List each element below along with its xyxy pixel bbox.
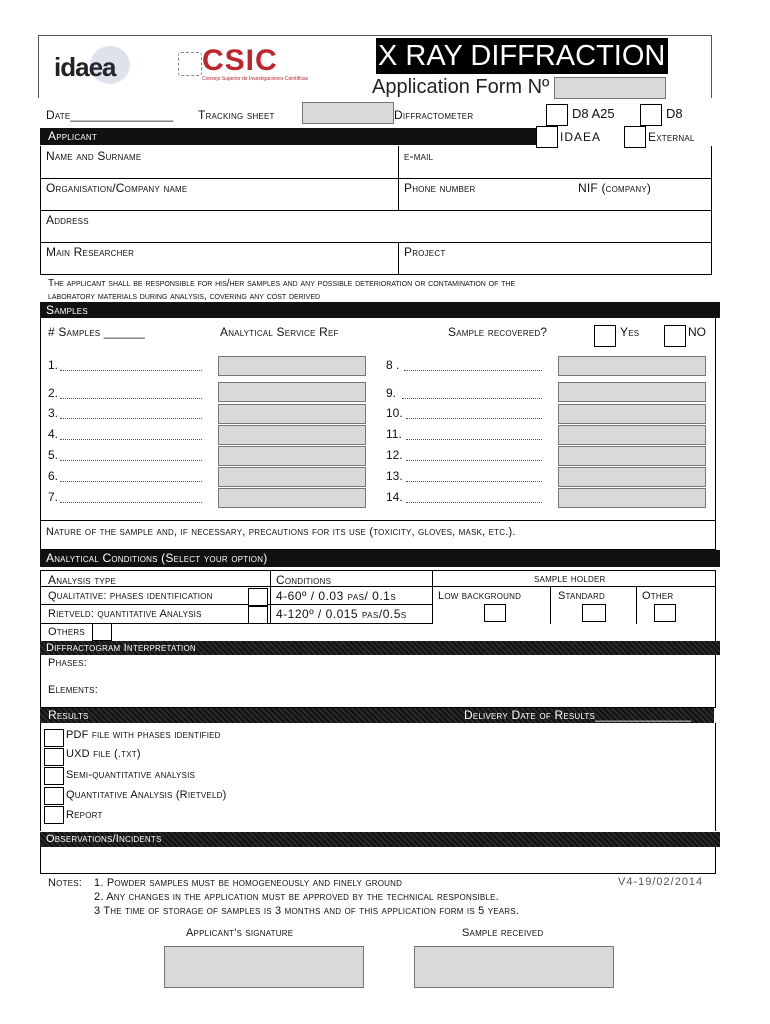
tracking-label: Tracking sheet xyxy=(198,108,275,122)
sample-number: 13. xyxy=(386,469,403,483)
results-header xyxy=(40,708,714,723)
sample-number: 11. xyxy=(386,427,402,441)
rietveld-checkbox[interactable] xyxy=(248,606,268,624)
conditions-header-text: Analytical Conditions (Select your option) xyxy=(46,551,268,565)
other-holder-checkbox[interactable] xyxy=(654,604,676,622)
recovered-yes-label: Yes xyxy=(620,325,640,339)
sample-field[interactable] xyxy=(558,425,706,445)
csic-logo xyxy=(202,46,312,84)
note-3: 3 The time of storage of samples is 3 months and of this application form is 5 years. xyxy=(94,905,520,917)
phases-label: Phases: xyxy=(48,657,87,669)
note-1: 1. Powder samples must be homogeneously and finely ground xyxy=(94,877,403,889)
results-header-text: Results xyxy=(48,708,89,722)
form-title: X RAY DIFFRACTION xyxy=(376,38,668,74)
samples-header-text: Samples xyxy=(46,303,88,317)
result-label: Report xyxy=(66,809,103,821)
conditions-header xyxy=(40,550,720,567)
sample-field[interactable] xyxy=(558,467,706,487)
application-number-field[interactable] xyxy=(554,77,666,99)
sample-field[interactable] xyxy=(558,356,706,376)
observations-box[interactable] xyxy=(40,847,716,874)
sample-number: 1. xyxy=(48,358,59,372)
recovered-no-label: NO xyxy=(688,325,706,339)
name-label: Name and Surname xyxy=(46,149,142,163)
sample-received-label: Sample received xyxy=(462,927,544,939)
sample-field[interactable] xyxy=(218,382,366,402)
csic-seal-icon xyxy=(178,52,202,76)
tracking-sheet-field[interactable] xyxy=(302,102,394,124)
external-checkbox[interactable] xyxy=(624,126,646,148)
result-label: UXD file (.txt) xyxy=(66,748,141,760)
sample-number: 6. xyxy=(48,469,59,483)
others-checkbox[interactable] xyxy=(92,623,112,641)
result-label: PDF file with phases identified xyxy=(66,729,221,741)
delivery-date-label: Delivery Date of Results______________ xyxy=(464,708,692,722)
conditions-label: Conditions xyxy=(276,573,332,587)
idaea-logo-mark xyxy=(90,46,130,84)
applicant-header xyxy=(40,128,542,145)
result-label: Semi-quantitative analysis xyxy=(66,769,196,781)
samples-count-label: # Samples ______ xyxy=(48,325,146,339)
sample-recovered-label: Sample recovered? xyxy=(448,325,548,339)
conditions-table xyxy=(40,570,716,642)
rietveld-label: Rietveld: quantitative Analysis xyxy=(48,608,202,620)
standard-label: Standard xyxy=(558,590,606,602)
observations-header-text: Observations/Incidents xyxy=(46,833,162,845)
result-checkbox[interactable] xyxy=(44,806,64,824)
sample-field[interactable] xyxy=(558,488,706,508)
nature-label: Nature of the sample and, if necessary, precautions for its use (toxicity, gloves, mask, etc.). xyxy=(46,526,516,538)
diffractometer-label: Diffractometer xyxy=(394,108,474,122)
sample-number: 14. xyxy=(386,490,403,504)
qualitative-label: Qualitative: phases identification xyxy=(48,590,213,602)
d8-label: D8 xyxy=(666,106,683,121)
sample-number: 5. xyxy=(48,448,59,462)
sample-number: 4. xyxy=(48,427,59,441)
form-subtitle: Application Form Nº xyxy=(372,76,550,98)
applicant-header-text: Applicant xyxy=(48,129,97,143)
sample-field[interactable] xyxy=(218,488,366,508)
sample-number: 9. xyxy=(386,386,397,400)
nif-label: NIF (company) xyxy=(578,181,652,195)
d8a25-checkbox[interactable] xyxy=(546,104,568,126)
sample-field[interactable] xyxy=(218,356,366,376)
sample-field[interactable] xyxy=(558,382,706,402)
result-checkbox[interactable] xyxy=(44,748,64,766)
idaea-label: IDAEA xyxy=(560,130,602,144)
project-label: Project xyxy=(404,245,446,259)
qualitative-checkbox[interactable] xyxy=(248,588,268,606)
sample-field[interactable] xyxy=(218,446,366,466)
result-checkbox[interactable] xyxy=(44,787,64,805)
sample-field[interactable] xyxy=(558,404,706,424)
result-checkbox[interactable] xyxy=(44,767,64,785)
sample-number: 2. xyxy=(48,386,59,400)
observations-header xyxy=(40,832,720,847)
applicant-signature-label: Applicant's signature xyxy=(186,927,294,939)
responsibility-notice-1: The applicant shall be responsible for his/her samples and any possible deterioration or contamination of the xyxy=(48,278,516,289)
others-label: Others xyxy=(48,626,85,638)
service-ref-label: Analytical Service Ref xyxy=(220,325,339,339)
applicant-signature-field[interactable] xyxy=(164,946,364,988)
low-background-label: Low background xyxy=(438,590,522,602)
sample-field[interactable] xyxy=(218,467,366,487)
date-label: Date_______________ xyxy=(46,108,174,122)
sample-field[interactable] xyxy=(218,425,366,445)
main-researcher-label: Main Researcher xyxy=(46,245,135,259)
sample-field[interactable] xyxy=(218,404,366,424)
notes-label: Notes: xyxy=(48,877,82,889)
sample-field[interactable] xyxy=(558,446,706,466)
analysis-type-label: Analysis type xyxy=(48,573,117,587)
sample-received-field[interactable] xyxy=(414,946,614,988)
interpretation-header-text: Diffractogram Interpretation xyxy=(46,642,196,654)
recovered-no-checkbox[interactable] xyxy=(664,325,686,347)
d8a25-label: D8 A25 xyxy=(572,106,615,121)
other-holder-label: Other xyxy=(642,590,674,602)
organisation-label: Organisation/Company name xyxy=(46,181,188,195)
condition-2-label: 4-120º / 0.015 pas/0.5s xyxy=(276,607,407,621)
samples-header xyxy=(40,302,720,318)
email-label: e-mail xyxy=(404,149,434,163)
idaea-checkbox[interactable] xyxy=(536,126,558,148)
recovered-yes-checkbox[interactable] xyxy=(594,325,616,347)
version-label: V4-19/02/2014 xyxy=(618,876,704,888)
external-label: External xyxy=(648,130,695,144)
interpretation-box xyxy=(40,655,716,708)
d8-checkbox[interactable] xyxy=(640,104,662,126)
result-label: Quantitative Analysis (Rietveld) xyxy=(66,789,227,801)
sample-number: 8 . xyxy=(386,358,400,372)
csic-logo-text: CSIC xyxy=(202,44,278,77)
phone-label: Phone number xyxy=(404,181,476,195)
sample-number: 3. xyxy=(48,406,59,420)
sample-holder-label: sample holder xyxy=(534,573,606,585)
responsibility-notice-2: laboratory materials during analysis, covering any cost derived xyxy=(48,291,321,302)
sample-number: 7. xyxy=(48,490,59,504)
address-label: Address xyxy=(46,213,89,227)
condition-1-label: 4-60º / 0.03 pas/ 0.1s xyxy=(276,589,397,603)
standard-checkbox[interactable] xyxy=(582,604,606,622)
idaea-logo-text: idaea xyxy=(54,52,116,82)
result-checkbox[interactable] xyxy=(44,729,64,747)
interpretation-header xyxy=(40,641,720,655)
elements-label: Elements: xyxy=(48,684,98,696)
csic-logo-subtitle: Consejo Superior de Investigaciones Científicas xyxy=(202,76,309,82)
sample-number: 12. xyxy=(386,448,403,462)
idaea-logo xyxy=(54,42,164,88)
sample-number: 10. xyxy=(386,406,403,420)
note-2: 2. Any changes in the application must be approved by the technical responsible. xyxy=(94,891,499,903)
low-background-checkbox[interactable] xyxy=(484,604,506,622)
